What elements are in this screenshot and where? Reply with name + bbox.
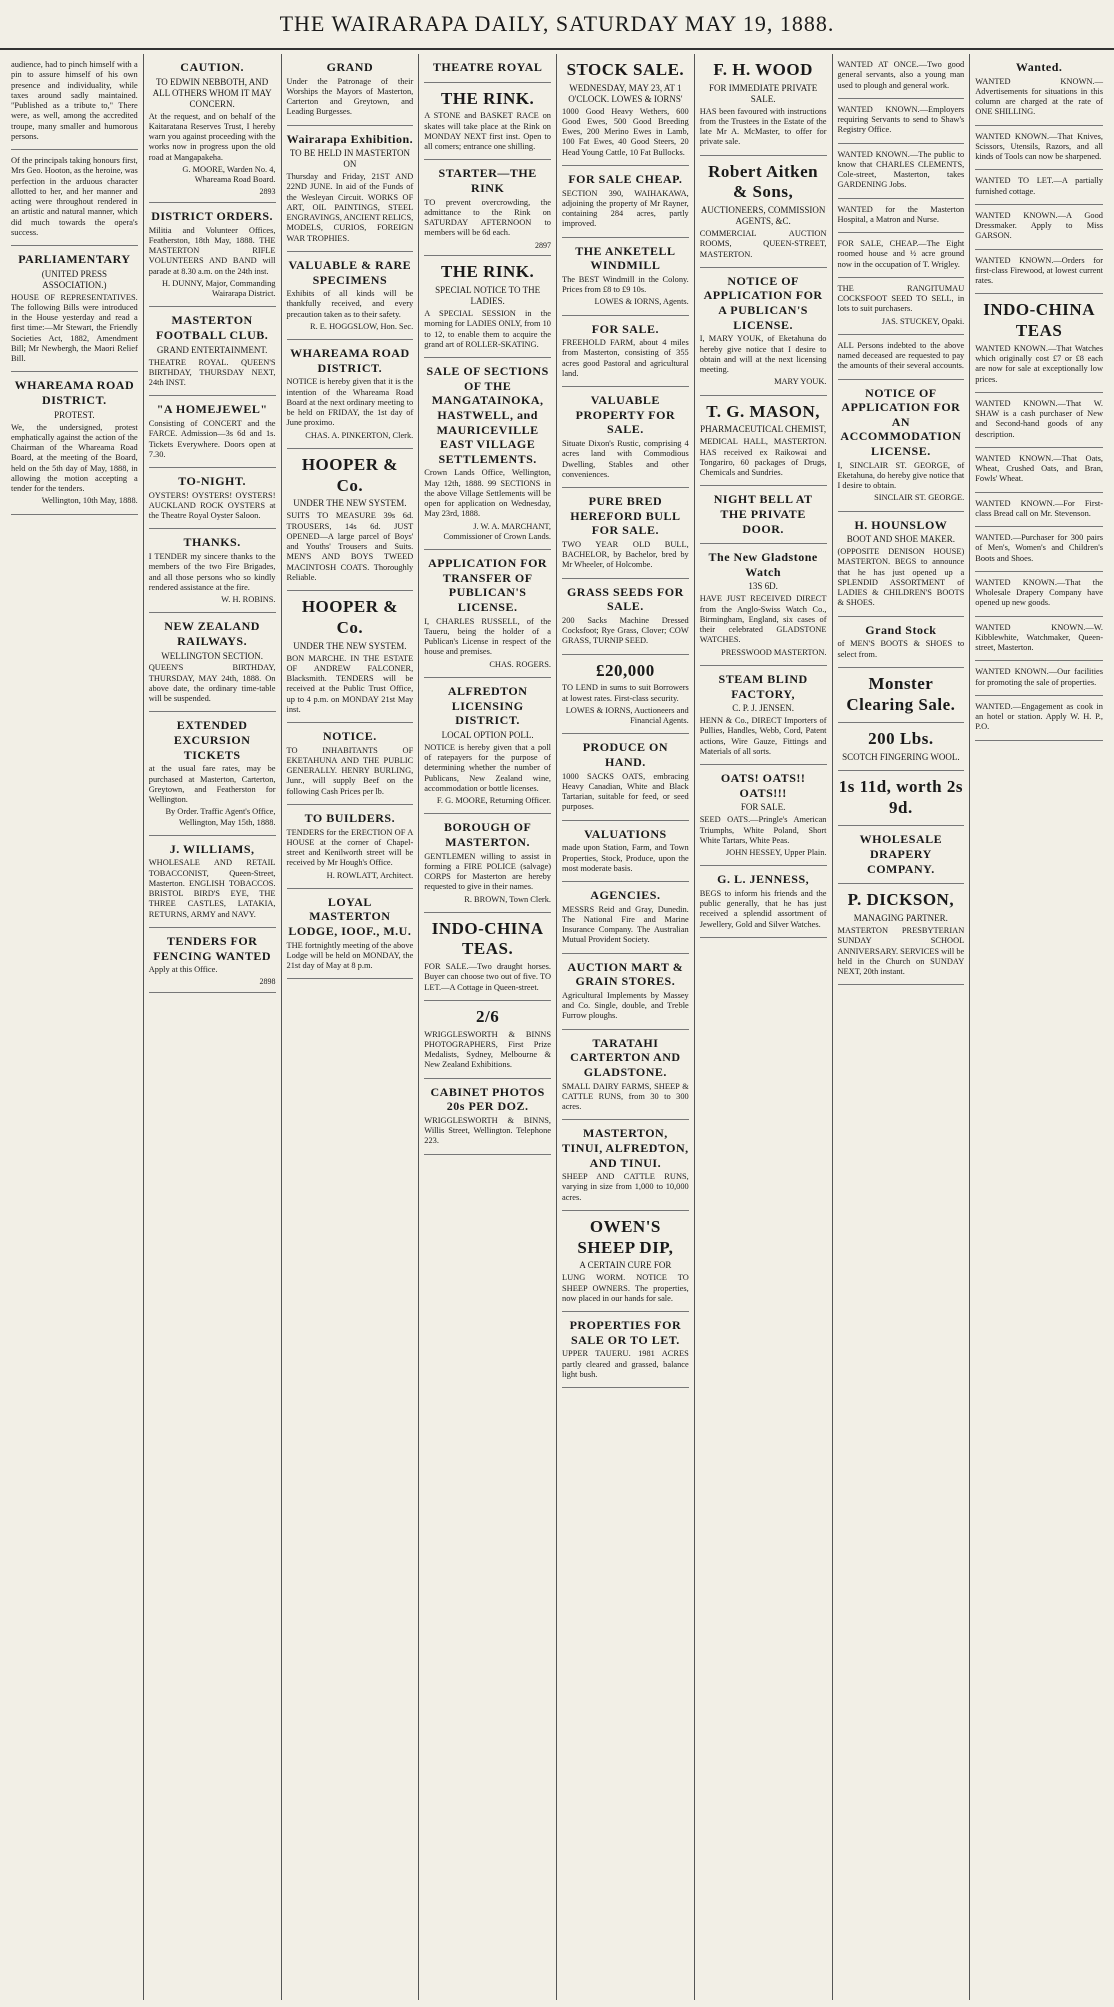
ad-heading: NIGHT BELL AT THE PRIVATE DOOR. [713, 492, 813, 536]
ad-heading: NOTICE. [322, 729, 377, 744]
ad-heading: DISTRICT ORDERS. [151, 209, 274, 224]
ad-body: FOR SALE, CHEAP.—The Eight roomed house and ½ acre ground now in the occupation of T. Wrigley. [837, 239, 965, 269]
ad-body: FOR SALE.—Two draught horses. Buyer can choose two out of five. TO LET.—A Cottage in Queen-street. [424, 962, 551, 992]
advertisement [975, 661, 1103, 696]
advertisement [838, 723, 965, 771]
ad-body: WANTED KNOWN.—For First-class Bread call on Mr. Stevenson. [975, 498, 1103, 518]
ad-body: audience, had to pinch himself with a pin to assure himself of his own presence and individuality, while taxes around sadly maintained. "Published as a tribute to," There were, as well, among the accredited troupe, many smaller and humorous persons. [11, 60, 138, 141]
ad-body: WANTED KNOWN.—Orders for first-class Firewood, at lowest current rates. [975, 255, 1103, 286]
ad-signature: J. W. A. MARCHANT, Commissioner of Crown Lands. [443, 521, 551, 541]
advertisement [975, 393, 1103, 448]
advertisement [975, 493, 1103, 528]
ad-body: NOTICE is hereby given that a poll of ratepayers for the purpose of determining whether the number of Publicans, New Zealand wine, accommodation or bottle licenses. [424, 742, 551, 793]
ad-subheading: FOR SALE. [740, 802, 786, 813]
ad-body: UPPER TAUERU. 1981 ACRES partly cleared and grassed, balance light bush. [562, 1349, 689, 1379]
ad-subheading: UNDER THE NEW SYSTEM. [293, 640, 407, 651]
ad-signature: SINCLAIR ST. GEORGE. [874, 493, 965, 503]
advertisement [838, 380, 965, 512]
advertisement [562, 882, 689, 954]
ad-heading: FOR SALE CHEAP. [568, 171, 683, 186]
advertisement [838, 884, 965, 985]
ad-signature: MARY YOUK. [774, 377, 827, 387]
ad-body: QUEEN'S BIRTHDAY, THURSDAY, MAY 24th, 1888. On above date, the ordinary time-table will be suspended. [148, 663, 276, 704]
ad-body: TWO YEAR OLD BULL, BACHELOR, by Bachelor, bred by Mr Wheeler, of Holcombe. [562, 539, 689, 570]
ad-signature: JOHN HESSEY, Upper Plain. [725, 848, 827, 858]
ad-subheading: WEDNESDAY, MAY 23, AT 1 O'CLOCK. LOWES & IORNS' [568, 82, 683, 104]
ad-body: 1000 Good Heavy Wethers, 600 Good Ewes, 500 Good Breeding Ewes, 200 Merino Ewes in Lamb, 100 Fat Ewes, 40 Good Steers, 20 Head Young Cattle, 10 Fat Bullocks. [562, 106, 689, 157]
advertisement [838, 144, 965, 199]
advertisement [287, 54, 414, 126]
advertisement [562, 1120, 689, 1211]
advertisement [562, 1030, 689, 1121]
ad-heading: CAUTION. [180, 60, 244, 74]
column-2 [144, 54, 282, 2000]
advertisement [287, 889, 414, 980]
ad-heading: EXTENDED EXCURSION TICKETS [173, 718, 251, 762]
advertisement [562, 734, 689, 820]
ad-number: 2893 [259, 187, 276, 197]
ad-heading: APPLICATION FOR TRANSFER OF PUBLICAN'S LICENSE. [428, 556, 548, 615]
advertisement [700, 866, 827, 938]
ad-body: GENTLEMEN willing to assist in forming a FIRE POLICE (salvage) CORPS for Masterton are hereby requested to give in their names. [424, 851, 551, 892]
ad-body: WANTED.—Engagement as cook in an hotel or station. Apply W. H. P., P.O. [975, 701, 1103, 732]
advertisement [562, 579, 689, 655]
ad-heading: G. L. JENNESS, [717, 872, 810, 887]
column-5 [557, 54, 695, 2000]
advertisement [287, 126, 414, 252]
ad-body: HENN & Co., DIRECT Importers of Pullies, Handles, Webb, Cord, Patent actions, Wire Gauze, Fittings and Materials of all sorts. [699, 716, 827, 756]
ad-signature: LOWES & IORNS, Agents. [594, 297, 689, 307]
advertisement [975, 696, 1103, 741]
ad-body: WANTED KNOWN.—That Oats, Wheat, Crushed Oats, and Bran, Fowls' Wheat. [975, 453, 1103, 484]
ad-subheading: PROTEST. [54, 409, 95, 420]
advertisement [838, 99, 965, 144]
ad-heading: VALUABLE & RARE SPECIMENS [288, 257, 412, 287]
ad-number: 2898 [259, 977, 276, 987]
advertisement [11, 372, 138, 514]
column-6 [695, 54, 833, 2000]
ad-heading: NEW ZEALAND RAILWAYS. [164, 619, 260, 648]
advertisement [562, 1211, 689, 1312]
ad-body: SHEEP AND CATTLE RUNS, varying in size from 1,000 to 10,000 acres. [562, 1172, 689, 1202]
ad-heading: BOROUGH OF MASTERTON. [443, 820, 532, 849]
ad-body: NOTICE is hereby given that it is the intention of the Whareama Road Board at the next ordinary meeting to be held on FRIDAY, the 1st day of June proximo. [286, 377, 414, 428]
ad-body: SECTION 390, WAIHAKAWA, adjoining the property of Mr Rayner, containing 284 acres, partly improved. [562, 188, 689, 229]
advertisement [838, 199, 965, 234]
ad-heading: Monster Clearing Sale. [846, 673, 956, 714]
ad-signature: PRESSWOOD MASTERTON. [721, 647, 827, 657]
ad-body: Of the principals taking honours first, Mrs Geo. Hooton, as the heroine, was perfection in the arduous character allotted to her, and her manner and acting were throughout rendered in an artistic and natural manner, which did much towards the opera's success. [11, 156, 138, 237]
ad-body: WANTED.—Purchaser for 300 pairs of Men's, Women's and Children's Boots and Shoes. [975, 533, 1103, 563]
advertisement [975, 448, 1103, 493]
ad-heading: PURE BRED HEREFORD BULL FOR SALE. [570, 494, 681, 538]
ad-body: WANTED KNOWN.—That Watches which originally cost £7 or £8 each are now for sale at exceptionally low prices. [975, 343, 1103, 384]
advertisement [149, 54, 276, 203]
ad-subheading: FOR IMMEDIATE PRIVATE SALE. [708, 82, 818, 104]
advertisement [424, 678, 551, 814]
advertisement [562, 655, 689, 735]
ad-heading: CABINET PHOTOS 20s PER DOZ. [430, 1084, 545, 1114]
ad-body: MASTERTON PRESBYTERIAN SUNDAY SCHOOL ANNIVERSARY. SERVICES will be held in the Church on SUNDAY NEXT, 20th instant. [837, 926, 965, 977]
ad-body: Crown Lands Office, Wellington, May 12th, 1888. 99 SECTIONS in the above Village Settlements will be open for application on Wednesday, May 23rd, 1888. [424, 468, 551, 519]
ad-body: OYSTERS! OYSTERS! OYSTERS! AUCKLAND ROCK OYSTERS at the Theatre Royal Oyster Saloon. [148, 490, 276, 521]
ad-heading: THANKS. [183, 535, 241, 550]
ad-heading: FOR SALE. [591, 321, 659, 336]
ad-heading: NOTICE OF APPLICATION FOR AN ACCOMMODATION LICENSE. [840, 385, 962, 458]
ad-subheading: AUCTIONEERS, COMMISSION AGENTS, &C. [700, 205, 826, 227]
advertisement [424, 814, 551, 913]
ad-subheading: WELLINGTON SECTION. [161, 650, 264, 661]
ad-heading: The New Gladstone Watch [708, 550, 818, 579]
column-3 [282, 54, 420, 2000]
advertisement [287, 591, 414, 723]
ad-heading: OWEN'S SHEEP DIP, [577, 1216, 674, 1257]
advertisement [424, 1001, 551, 1079]
advertisement [975, 250, 1103, 295]
advertisement [975, 572, 1103, 617]
ad-heading: VALUATIONS [584, 826, 667, 841]
advertisement [838, 233, 965, 278]
advertisement [838, 617, 965, 668]
ad-signature: W. H. ROBINS. [221, 595, 276, 604]
ad-body: I, MARY YOUK, of Eketahuna do hereby give notice that I desire to obtain and will at the next licensing meeting. [699, 334, 827, 375]
ad-heading: GRAND [326, 60, 374, 74]
ad-subheading: TO BE HELD IN MASTERTON ON [289, 148, 410, 170]
ad-heading: TENDERS FOR FENCING WANTED [153, 933, 272, 963]
ad-body: THE RANGITUMAU COCKSFOOT SEED TO SELL, in lots to suit purchasers. [837, 283, 965, 314]
ad-heading: Wairarapa Exhibition. [286, 131, 414, 146]
ad-signature: CHAS. A. PINKERTON, Clerk. [305, 430, 414, 440]
ad-subheading: A CERTAIN CURE FOR [579, 1260, 672, 1271]
advertisement [975, 54, 1103, 126]
ad-body: The BEST Windmill in the Colony. Prices from £8 to £9 10s. [562, 274, 689, 295]
ad-heading: ALFREDTON LICENSING DISTRICT. [447, 683, 528, 728]
column-4 [419, 54, 557, 2000]
ad-heading: H. HOUNSLOW [854, 517, 948, 532]
ad-heading: P. DICKSON, [847, 890, 955, 910]
ad-body: MEDICAL HALL, MASTERTON. HAS received ex Raikowai and Tongariro, 60 packages of Drugs, Chemicals and Sundries. [699, 437, 827, 478]
advertisement [975, 170, 1103, 205]
advertisement [149, 928, 276, 993]
advertisement [562, 316, 689, 388]
column-8 [970, 54, 1108, 2000]
advertisement [838, 335, 965, 380]
advertisement [424, 358, 551, 550]
ad-heading: F. H. WOOD [713, 60, 813, 79]
ad-body: WANTED KNOWN.—W. Kibblewhite, Watchmaker, Queen-street, Masterton. [975, 622, 1103, 653]
advertisement [838, 771, 965, 826]
advertisement [149, 396, 276, 468]
advertisement [838, 826, 965, 884]
advertisement [700, 396, 827, 487]
ad-heading: STOCK SALE. [566, 60, 685, 79]
ad-signature: F. G. MOORE, Returning Officer. [436, 796, 551, 805]
ad-body: 1000 SACKS OATS, embracing Heavy Canadian, White and Black Tartarian, suitable for feed, or seed purposes. [562, 771, 689, 812]
advertisement [562, 387, 689, 488]
advertisement [149, 468, 276, 529]
ad-body: I, SINCLAIR ST. GEORGE, of Eketahuna, do hereby give notice that I desire to obtain. [837, 460, 965, 491]
advertisement [11, 54, 138, 150]
advertisement [149, 203, 276, 307]
ad-signature: By Order. Traffic Agent's Office, Wellington, May 15th, 1888. [165, 807, 276, 827]
advertisement [975, 126, 1103, 171]
ad-body: Situate Dixon's Rustic, comprising 4 acres land with Commodious Dwelling, Stables and other conveniences. [562, 439, 689, 479]
advertisement [149, 613, 276, 712]
ad-heading: HOOPER & Co. [301, 454, 398, 495]
ad-heading: WHAREAMA ROAD DISTRICT. [14, 378, 135, 407]
ad-subheading: BOOT AND SHOE MAKER. [846, 534, 956, 545]
ad-body: Thursday and Friday, 21ST AND 22ND JUNE. In aid of the Funds of the Wesleyan Circuit. WORKS OF ART, OIL PAINTINGS, STEEL ENGRAVINGS, ANCIENT RELICS, MODELS, CURIOS, FOREIGN WAR TROPHIES. [286, 172, 414, 243]
ad-body: WANTED AT ONCE.—Two good general servants, also a young man used to plough and general work. [837, 60, 965, 90]
advertisement [838, 278, 965, 335]
advertisement [424, 550, 551, 678]
ad-heading: PRODUCE ON HAND. [582, 740, 669, 770]
ad-body: WANTED KNOWN.—Our facilities for promoting the sale of properties. [975, 667, 1103, 687]
ad-heading: NOTICE OF APPLICATION FOR A PUBLICAN'S LICENSE. [703, 273, 823, 332]
ad-heading: £20,000 [596, 660, 655, 680]
ad-heading: VALUABLE PROPERTY FOR SALE. [575, 393, 676, 437]
ad-body: WANTED KNOWN.—A Good Dressmaker. Apply to Miss GARSON. [975, 210, 1103, 241]
column-7 [833, 54, 971, 2000]
ad-body: I, CHARLES RUSSELL, of the Taueru, being the holder of a Publican's License in respect of the house and premises. [424, 616, 551, 657]
ad-subheading: TO EDWIN NEBBOTH, AND ALL OTHERS WHOM IT MAY CONCERN. [152, 76, 272, 109]
advertisement [838, 668, 965, 723]
ad-body: Consisting of CONCERT and the FARCE. Admission—3s 6d and 1s. Tickets Everywhere. Doors open at 7.30. [148, 419, 276, 459]
advertisement [149, 529, 276, 613]
ad-heading: INDO-CHINA TEAS. [431, 918, 544, 959]
ad-signature: R. BROWN, Town Clerk. [464, 894, 551, 904]
advertisement [838, 54, 965, 99]
ad-body: COMMERCIAL AUCTION ROOMS, QUEEN-STREET, MASTERTON. [699, 229, 827, 259]
ad-heading: STEAM BLIND FACTORY, [718, 671, 808, 701]
ad-body: MESSRS Reid and Gray, Dunedin. The National Fire and Marine Insurance Company. The Australian Mutual Provident Society. [562, 904, 689, 945]
ad-heading: 2/6 [476, 1006, 500, 1026]
ad-signature: R. E. HOGGSLOW, Hon. Sec. [310, 321, 414, 331]
ad-heading: THE RINK. [440, 262, 535, 282]
ad-subheading: LOCAL OPTION POLL. [441, 729, 534, 740]
advertisement [424, 83, 551, 161]
ad-body: A STONE and BASKET RACE on skates will take place at the Rink on MONDAY NEXT first inst. Open to all comers; entrance one shilling. [424, 111, 551, 152]
ad-body: BON MARCHE. IN THE ESTATE OF ANDREW FALCONER, Blacksmith. TENDERS will be received at the Public Trust Office, up to 4 p.m. on MONDAY 21st May inst. [286, 653, 414, 714]
ad-heading: HOOPER & Co. [301, 597, 398, 637]
ad-signature: JAS. STUCKEY, Opaki. [881, 316, 965, 326]
ad-body: Militia and Volunteer Offices, Featherston, 18th May, 1888. THE MASTERTON RIFLE VOLUNTEERS AND BAND will parade at 8.30 a.m. on the 24th inst. [148, 225, 276, 276]
ad-body: HAVE JUST RECEIVED DIRECT from the Anglo-Swiss Watch Co., Birmingham, England, six cases of their celebrated GLADSTONE WATCHES. [699, 594, 827, 645]
ad-heading: PARLIAMENTARY [18, 252, 131, 266]
advertisement [424, 913, 551, 1001]
ad-body: SUITS TO MEASURE 39s 6d. TROUSERS, 14s 6d. JUST OPENED—A large parcel of Boys' and Youths' Trousers and Suits. MEN'S AND BOYS TWEED MACINTOSH COATS. Thoroughly Reliable. [286, 511, 414, 582]
advertisement [562, 954, 689, 1030]
advertisement [149, 307, 276, 396]
ad-heading: WHAREAMA ROAD DISTRICT. [290, 346, 410, 375]
advertisement [562, 488, 689, 579]
ad-body: WANTED KNOWN.—The public to know that CHARLES CLEMENTS, Cole-street, Masterton, takes GARDENING Jobs. [837, 149, 965, 190]
ad-body: I TENDER my sincere thanks to the members of the two Fire Brigades, and all those persons who so kindly rendered assistance at the fire. [148, 552, 276, 592]
column-1 [6, 54, 144, 2000]
advertisement [562, 238, 689, 316]
ad-heading: 1s 11d, worth 2s 9d. [838, 777, 963, 817]
ad-heading: THE ANKETELL WINDMILL [575, 243, 676, 273]
advertisement [287, 252, 414, 340]
ad-body: SMALL DAIRY FARMS, SHEEP & CATTLE RUNS, from 30 to 300 acres. [562, 1081, 689, 1112]
advertisement [975, 205, 1103, 250]
advertisement [287, 449, 414, 591]
ad-body: Exhibits of all kinds will be thankfully received, and every precaution taken as to their safety. [286, 289, 414, 319]
ad-body: WANTED for the Masterton Hospital, a Matron and Nurse. [837, 204, 965, 224]
ad-signature: CHAS. ROGERS. [489, 659, 551, 669]
ad-heading: AGENCIES. [590, 888, 661, 903]
ad-heading: MASTERTON, TINUI, ALFREDTON, AND TINUI. [562, 1126, 689, 1170]
ad-body: TENDERS for the ERECTION OF A HOUSE at the corner of Chapel-street and Kenilworth street will be received by Mr Hough's Office. [286, 827, 414, 868]
advertisement [700, 544, 827, 666]
ad-heading: AUCTION MART & GRAIN STORES. [567, 959, 684, 989]
ad-body: ALL Persons indebted to the above named deceased are requested to pay the amounts of their several accounts. [837, 340, 965, 371]
ad-subheading: C. P. J. JENSEN. [732, 703, 794, 714]
ad-heading: MASTERTON FOOTBALL CLUB. [155, 313, 269, 343]
ad-body: A SPECIAL SESSION in the morning for LADIES ONLY, from 10 to 12, to enable them to acquire the grand art of ROLLER-SKATING. [424, 309, 551, 349]
ad-heading: TO BUILDERS. [304, 810, 396, 825]
ad-body: WRIGGLESWORTH & BINNS PHOTOGRAPHERS, First Prize Medalists, Sydney, Melbourne & New Zealand Exhibitions. [424, 1029, 551, 1070]
ad-signature: H. ROWLATT, Architect. [326, 870, 414, 880]
ad-subheading: SPECIAL NOTICE TO THE LADIES. [435, 285, 541, 307]
ad-heading: SALE OF SECTIONS OF THE MANGATAINOKA, HASTWELL, and MAURICEVILLE EAST VILLAGE SETTLEMENTS. [426, 364, 549, 466]
ad-body: WHOLESALE AND RETAIL TOBACCONIST, Queen-Street, Masterton. ENGLISH TOBACCOS. BRISTOL BIRD'S EYE, THE THREE CASTLES, LATAKIA, RETURNS, ARMY and NAVY. [148, 858, 276, 919]
ad-heading: WHOLESALE DRAPERY COMPANY. [859, 832, 943, 876]
ad-body: At the request, and on behalf of the Kaitaratana Reserves Trust, I hereby warn you against proceeding with the works now in progress upon the old road at Mangapakeha. [148, 111, 276, 162]
advertisement [975, 527, 1103, 572]
ad-body: HOUSE OF REPRESENTATIVES. The following Bills were introduced in the House yesterday and read a first time:—Mr Stewart, the Friendly Societies Act, 1882, Amendment Bill; Mr Newbergh, the Maori Relief Bill. [11, 292, 138, 364]
advertisement [700, 765, 827, 866]
ad-heading: 200 Lbs. [868, 729, 934, 749]
ad-heading: T. G. MASON, [706, 401, 821, 421]
ad-signature: LOWES & IORNS, Auctioneers and Financial Agents. [565, 705, 689, 726]
ad-body: SEED OATS.—Pringle's American Triumphs, White Poland, Short White Tartars, White Peas. [699, 815, 827, 845]
ad-body: WANTED TO LET.—A partially furnished cottage. [975, 176, 1103, 196]
ad-heading: GRASS SEEDS FOR SALE. [566, 584, 684, 614]
ad-subheading: GRAND ENTERTAINMENT. [156, 344, 268, 355]
masthead-title: THE WAIRARAPA DAILY, SATURDAY MAY 19, 1888. [0, 0, 1114, 50]
advertisement [424, 160, 551, 256]
advertisement [700, 156, 827, 268]
ad-heading: PROPERTIES FOR SALE OR TO LET. [569, 1318, 682, 1347]
ad-body: BEGS to inform his friends and the public generally, that he has just received a splendid assortment of Jewellery, Gold and Silver Watches. [699, 888, 827, 929]
ad-body: WANTED KNOWN.—That the Wholesale Drapery Company have opened up new goods. [975, 577, 1103, 608]
ad-body: THE fortnightly meeting of the above Lodge will be held on MONDAY, the 21st day of May at 8 p.m. [286, 940, 414, 971]
ad-signature: G. MOORE, Warden No. 4, Whareama Road Board. [182, 164, 276, 185]
advertisement [700, 486, 827, 544]
ad-heading: THEATRE ROYAL [432, 60, 543, 74]
advertisement [562, 54, 689, 166]
advertisement [424, 1079, 551, 1155]
advertisement [424, 256, 551, 358]
ad-body: We, the undersigned, protest emphatically against the action of the Chairman of the Whareama Road Board, at the meeting of the Board, held on the 5th day of May, 1888, in allowing the motion accepting a tender for the tenders. [11, 422, 138, 494]
ad-body: made upon Station, Farm, and Town Properties, Stock, Produce, upon the most moderate basis. [562, 843, 689, 873]
advertisement [700, 268, 827, 396]
ad-heading: J. WILLIAMS, [169, 841, 255, 856]
ad-heading: THE RINK. [440, 88, 535, 108]
ad-subheading: UNDER THE NEW SYSTEM. [293, 498, 407, 509]
ad-subheading: 13S 6D. [748, 581, 778, 592]
ad-signature: H. DUNNY, Major, Commanding Wairarapa District. [162, 278, 276, 299]
advertisement [424, 54, 551, 83]
ad-body: WANTED KNOWN.—Advertisements for situations in this column are charged at the rate of ONE SHILLING. [975, 76, 1103, 117]
advertisement [838, 512, 965, 617]
advertisement [287, 723, 414, 805]
ad-heading: INDO-CHINA TEAS [983, 300, 1095, 341]
ad-body: Under the Patronage of their Worships the Mayors of Masterton, Carterton and Greytown, and Leading Burgesses. [286, 76, 414, 117]
ad-heading: Robert Aitken & Sons, [708, 161, 819, 202]
ad-body: LUNG WORM. NOTICE TO SHEEP OWNERS. The properties, now placed in our hands for sale. [562, 1273, 689, 1303]
ad-heading: OATS! OATS!! OATS!!! [720, 771, 806, 800]
ad-body: of MEN'S BOOTS & SHOES to select from. [837, 639, 965, 659]
advertisement [700, 54, 827, 156]
ad-heading: TARATAHI CARTERTON AND GLADSTONE. [570, 1035, 681, 1079]
advertisement [700, 666, 827, 765]
advertisement [11, 246, 138, 372]
ad-heading: LOYAL MASTERTON LODGE, IOOF., M.U. [288, 894, 412, 939]
ad-heading: "A HOMEJEWEL" [156, 402, 268, 417]
advertisement [975, 617, 1103, 662]
ad-number: 2897 [535, 240, 551, 250]
ad-signature: Wellington, 10th May, 1888. [41, 496, 138, 506]
ad-body: WANTED KNOWN.—That Knives, Scissors, Utensils, Razors, and all kinds of Tools can now be sharpened. [975, 131, 1103, 162]
ad-body: TO LEND in sums to suit Borrowers at lowest rates. First-class security. [562, 683, 689, 703]
ad-heading: STARTER—THE RINK [438, 166, 537, 195]
advertisement [562, 166, 689, 238]
ad-subheading: SCOTCH FINGERING WOOL. [842, 752, 960, 763]
advertisement [975, 294, 1103, 392]
ad-body: FREEHOLD FARM, about 4 miles from Masterton, consisting of 355 acres good Pastoral and agricultural land. [562, 338, 689, 378]
ad-heading: Wanted. [1015, 60, 1063, 74]
ad-body: HAS been favoured with instructions from the Trustees in the Estate of the late Mr A. McMaster, to offer for private sale. [699, 106, 827, 147]
ad-body: WANTED KNOWN.—That W. SHAW is a cash purchaser of New and Second-hand goods of any description. [975, 398, 1103, 439]
ad-body: WANTED KNOWN.—Employers requiring Servants to send to Shaw's Registry Office. [837, 104, 965, 135]
ad-body: Apply at this Office. [148, 965, 218, 975]
ad-subheading: PHARMACEUTICAL CHEMIST, [700, 424, 827, 435]
ad-body: (OPPOSITE DENISON HOUSE) MASTERTON. BEGS to announce that he has just opened up a SPLENDID ASSORTMENT of LADIES & CHILDREN'S BOOTS & SHOES. [837, 547, 965, 608]
ad-heading: TO-NIGHT. [178, 474, 246, 488]
advertisement [562, 821, 689, 882]
advertisement [287, 805, 414, 889]
ad-subheading: (UNITED PRESS ASSOCIATION.) [41, 268, 107, 290]
ad-body: WRIGGLESWORTH & BINNS, Willis Street, Wellington. Telephone 223. [424, 1115, 551, 1146]
columns-container [6, 54, 1108, 2000]
ad-body: TO prevent overcrowding, the admittance to the Rink on SATURDAY AFTERNOON to members will be 6d each. [424, 197, 551, 238]
advertisement [287, 340, 414, 449]
advertisement [11, 150, 138, 246]
ad-body: THEATRE ROYAL. QUEEN'S BIRTHDAY, THURSDAY NEXT, 24th INST. [148, 357, 276, 388]
advertisement [149, 836, 276, 928]
advertisement [149, 712, 276, 835]
ad-subheading: MANAGING PARTNER. [853, 913, 948, 924]
ad-body: TO INHABITANTS OF EKETAHUNA AND THE PUBLIC GENERALLY. HENRY BURLING, Junr., will supply Beef on the following Cash Prices per lb. [286, 745, 414, 796]
advertisement [562, 1312, 689, 1388]
ad-body: 200 Sacks Machine Dressed Cocksfoot; Rye Grass, Clover; COW GRASS, TURNIP SEED. [562, 615, 689, 646]
ad-heading: Grand Stock [865, 622, 937, 637]
ad-body: at the usual fare rates, may be purchased at Masterton, Carterton, Greytown, and Featherston for Wellington. [148, 764, 276, 805]
ad-body: Agricultural Implements by Massey and Co. Single, double, and Treble Furrow ploughs. [562, 990, 689, 1021]
